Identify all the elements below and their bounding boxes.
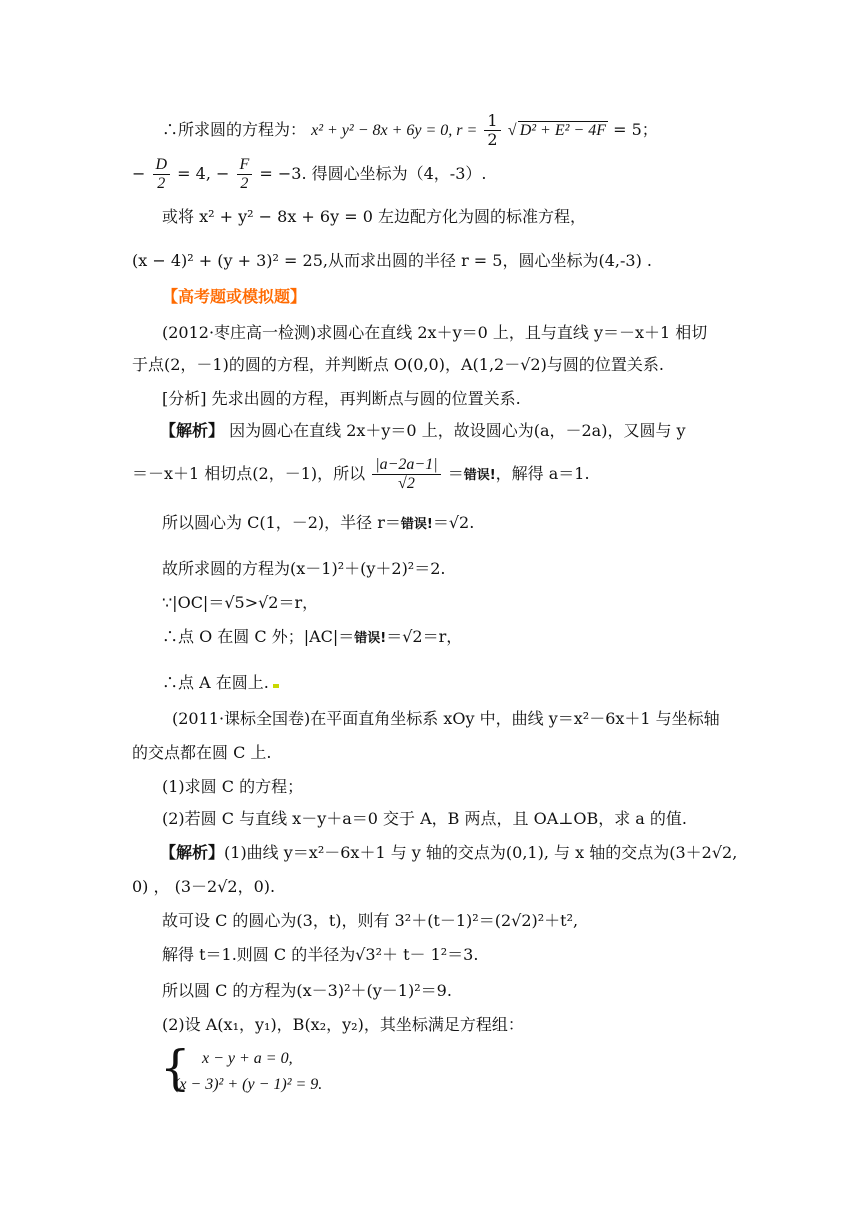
- radicand: D² + E² − 4F: [519, 122, 606, 139]
- text: 所以圆心为 C(1，－2)，半径 r＝: [162, 513, 401, 532]
- solution2-line3: 故可设 C 的圆心为(3，t)，则有 3²＋(t－1)²＝(2√2)²＋t²,: [162, 911, 579, 930]
- highlight-mark: [273, 684, 279, 688]
- system-equation-1: x − y + a = 0,: [202, 1050, 293, 1067]
- problem2-line1: (2011·课标全国卷)在平面直角坐标系 xOy 中，曲线 y＝x²－6x＋1 与坐标轴: [172, 709, 720, 728]
- fraction-d: [153, 156, 171, 193]
- fraction-distance: [372, 456, 440, 493]
- error-marker: 错误!: [400, 517, 433, 532]
- sqrt: [508, 120, 608, 142]
- solution2-line6: (2)设 A(x₁，y₁)，B(x₂，y₂)，其坐标满足方程组：: [162, 1015, 524, 1034]
- solution1-line3: [162, 512, 474, 536]
- denominator: 2: [487, 130, 498, 149]
- text: ∴所求圆的方程为：: [162, 120, 307, 139]
- denominator: 2: [157, 175, 166, 192]
- numerator: D: [153, 156, 171, 175]
- solution2-line4: 解得 t＝1.则圆 C 的半径为√3²＋ t－ 1²＝3.: [162, 945, 479, 964]
- left-brace: {: [160, 1040, 191, 1096]
- text: = −3. 得圆心坐标为（4，-3）.: [259, 164, 487, 183]
- problem2-line2: 的交点都在圆 C 上.: [132, 743, 272, 762]
- text: ＝√2＝r，: [386, 627, 463, 646]
- problem1-line1: (2012·枣庄高一检测)求圆心在直线 2x＋y＝0 上，且与直线 y＝－x＋1 相切: [162, 323, 708, 342]
- problem2-question2: (2)若圆 C 与直线 x－y＋a＝0 交于 A，B 两点，且 OA⊥OB，求 a 的值.: [162, 809, 687, 828]
- text: −: [132, 164, 146, 183]
- fraction-f: [237, 156, 253, 193]
- solution1-line6: [162, 626, 462, 650]
- text: ＝: [447, 464, 464, 483]
- error-marker: 错误!: [354, 631, 387, 646]
- error-marker: 错误!: [463, 468, 496, 483]
- text: ＝√2.: [432, 513, 475, 532]
- numerator: 1: [484, 112, 500, 131]
- solution-tag: 【解析】: [160, 843, 225, 862]
- text: ，解得 a＝1.: [495, 464, 590, 483]
- solution2-line2: 0) ， (3－2√2，0).: [132, 877, 276, 896]
- analysis-line: [分析] 先求出圆的方程，再判断点与圆的位置关系.: [162, 389, 521, 408]
- text: = 4, −: [177, 164, 230, 183]
- line-circle-equation: [162, 112, 658, 149]
- problem2-question1: (1)求圆 C 的方程；: [162, 777, 304, 796]
- equation: x² + y² − 8x + 6y = 0, r =: [311, 122, 478, 139]
- problem1-line2: 于点(2，－1)的圆的方程，并判断点 O(0,0)，A(1,2－√2)与圆的位置关系.: [132, 355, 664, 374]
- solution-tag: 【解析】: [160, 421, 225, 440]
- numerator: |a−2a−1|: [372, 456, 440, 475]
- line-standard-form: 或将 x² + y² − 8x + 6y = 0 左边配方化为圆的标准方程，: [162, 207, 586, 226]
- solution1-line2: [132, 456, 590, 493]
- text: ∴点 A 在圆上.: [162, 673, 269, 692]
- numerator: F: [237, 156, 253, 175]
- text: ＝－x＋1 相切点(2，－1)，所以: [132, 464, 366, 483]
- text: (1)曲线 y＝x²－6x＋1 与 y 轴的交点为(0,1), 与 x 轴的交点为(3＋2√2,: [224, 843, 738, 862]
- denominator: 2: [240, 175, 249, 192]
- fraction-half: [484, 112, 500, 149]
- solution2-line5: 所以圆 C 的方程为(x－3)²＋(y－1)²＝9.: [162, 981, 452, 1000]
- text: = 5；: [613, 120, 658, 139]
- system-equation-2: (x − 3)² + (y − 1)² = 9.: [174, 1076, 323, 1093]
- text: ∴点 O 在圆 C 外；|AC|＝: [162, 627, 355, 646]
- denominator: √2: [398, 475, 415, 492]
- solution1-line7: [162, 672, 279, 694]
- solution2-line1: [160, 842, 737, 864]
- solution1-line5: ∵|OC|＝√5>√2＝r，: [162, 593, 319, 612]
- line-center-coords: [132, 156, 486, 193]
- text: 因为圆心在直线 2x＋y＝0 上，故设圆心为(a，－2a)，又圆与 y: [224, 421, 686, 440]
- solution1-line4: 故所求圆的方程为(x－1)²＋(y＋2)²＝2.: [162, 559, 446, 578]
- section-tag: 【高考题或模拟题】: [162, 287, 307, 306]
- solution1-line1: [160, 420, 686, 442]
- line-radius-result: (x − 4)² + (y + 3)² = 25,从而求出圆的半径 r = 5，圆心坐标为(4,-3) .: [132, 251, 652, 270]
